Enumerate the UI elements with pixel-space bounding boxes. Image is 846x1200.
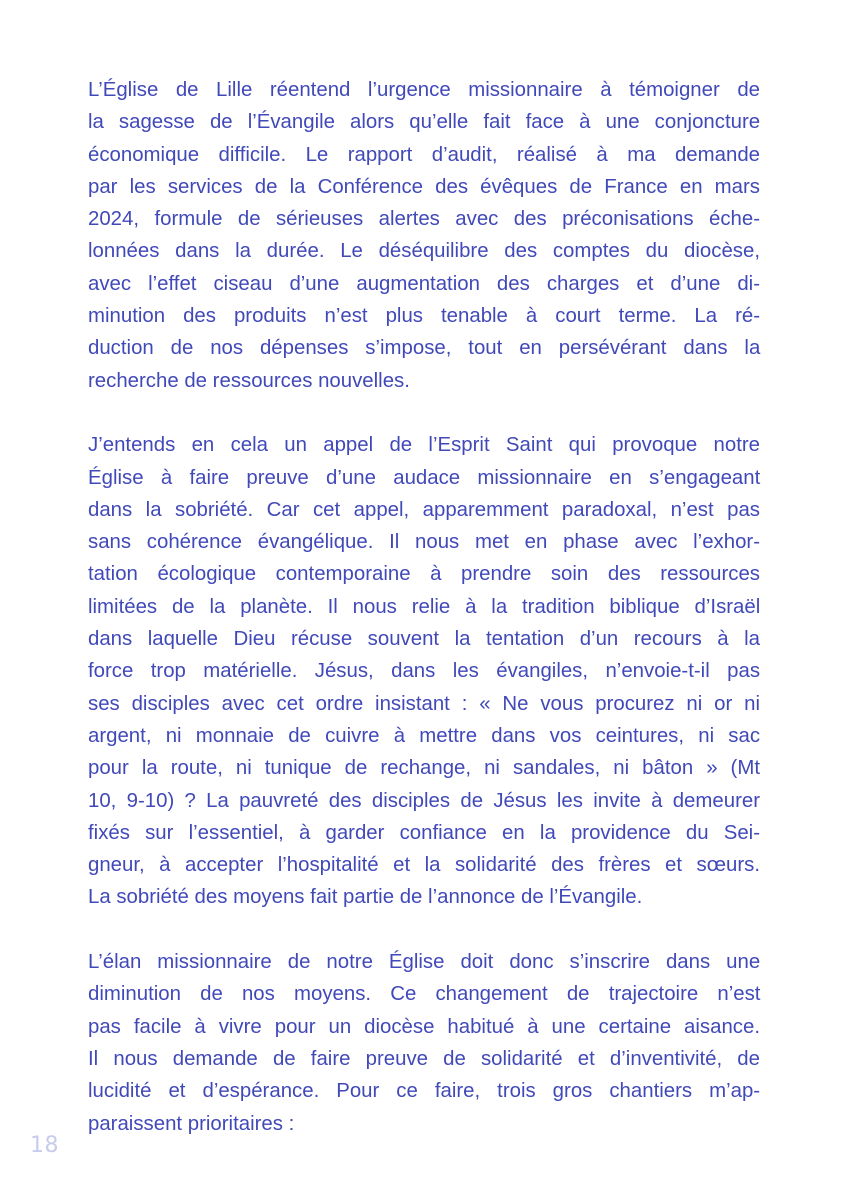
text-line: tation écologique contemporaine à prendre soin des ressources [88, 563, 760, 586]
paragraph-1 [88, 74, 760, 397]
text-line: argent, ni monnaie de cuivre à mettre dans vos ceintures, ni sac [88, 724, 761, 747]
text-line: ses disciples avec cet ordre insistant : « Ne vous procurez ni or ni [88, 692, 760, 715]
text-line: par les services de la Conférence des évêques de France en mars [88, 175, 760, 198]
text-line: gneur, à accepter l’hospitalité et la solidarité des frères et sœurs. [88, 854, 760, 877]
text-line: paraissent prioritaires : [88, 1112, 295, 1135]
text-line: pour la route, ni tunique de rechange, ni sandales, ni bâton » (Mt [88, 757, 760, 780]
text-line: dans la sobriété. Car cet appel, apparemment paradoxal, n’est pas [88, 498, 760, 521]
body-text [88, 74, 760, 1172]
text-line: pas facile à vivre pour un diocèse habitué à une certaine aisance. [88, 1015, 760, 1038]
text-line: économique difficile. Le rapport d’audit, réalisé à ma demande [88, 143, 760, 166]
text-line: Il nous demande de faire preuve de solidarité et d’inventivité, de [88, 1047, 760, 1070]
text-line: minution des produits n’est plus tenable à court terme. La ré- [88, 305, 760, 328]
text-line: J’entends en cela un appel de l’Esprit Saint qui provoque notre [88, 434, 760, 457]
text-line: La sobriété des moyens fait partie de l’annonce de l’Évangile. [88, 886, 643, 909]
text-line: 2024, formule de sérieuses alertes avec des préconisations éche- [88, 208, 760, 231]
text-line: fixés sur l’essentiel, à garder confiance en la providence du Sei- [88, 821, 760, 844]
text-line: diminution de nos moyens. Ce changement de trajectoire n’est [88, 983, 761, 1006]
paragraph-2 [88, 429, 760, 913]
text-line: dans laquelle Dieu récuse souvent la tentation d’un recours à la [88, 628, 760, 651]
page-number: 18 [30, 1133, 59, 1158]
text-line: duction de nos dépenses s’impose, tout en persévérant dans la [88, 337, 761, 360]
text-line: Église à faire preuve d’une audace missionnaire en s’engageant [88, 466, 761, 489]
text-line: lucidité et d’espérance. Pour ce faire, trois gros chantiers m’ap- [88, 1080, 761, 1103]
paragraph-3 [88, 946, 760, 1140]
text-line: avec l’effet ciseau d’une augmentation des charges et d’une di- [88, 272, 760, 295]
text-line: force trop matérielle. Jésus, dans les évangiles, n’envoie-t-il pas [88, 660, 761, 683]
text-line: lonnées dans la durée. Le déséquilibre des comptes du diocèse, [88, 240, 760, 263]
text-line: limitées de la planète. Il nous relie à la tradition biblique d’Israël [88, 595, 761, 618]
text-line: 10, 9-10) ? La pauvreté des disciples de Jésus les invite à demeurer [88, 789, 760, 812]
text-line: L’élan missionnaire de notre Église doit donc s’inscrire dans une [88, 951, 761, 974]
text-line: recherche de ressources nouvelles. [88, 369, 410, 392]
text-line: sans cohérence évangélique. Il nous met en phase avec l’exhor- [88, 531, 760, 554]
text-line: la sagesse de l’Évangile alors qu’elle fait face à une conjoncture [88, 111, 761, 134]
text-line: L’Église de Lille réentend l’urgence missionnaire à témoigner de [88, 79, 760, 101]
